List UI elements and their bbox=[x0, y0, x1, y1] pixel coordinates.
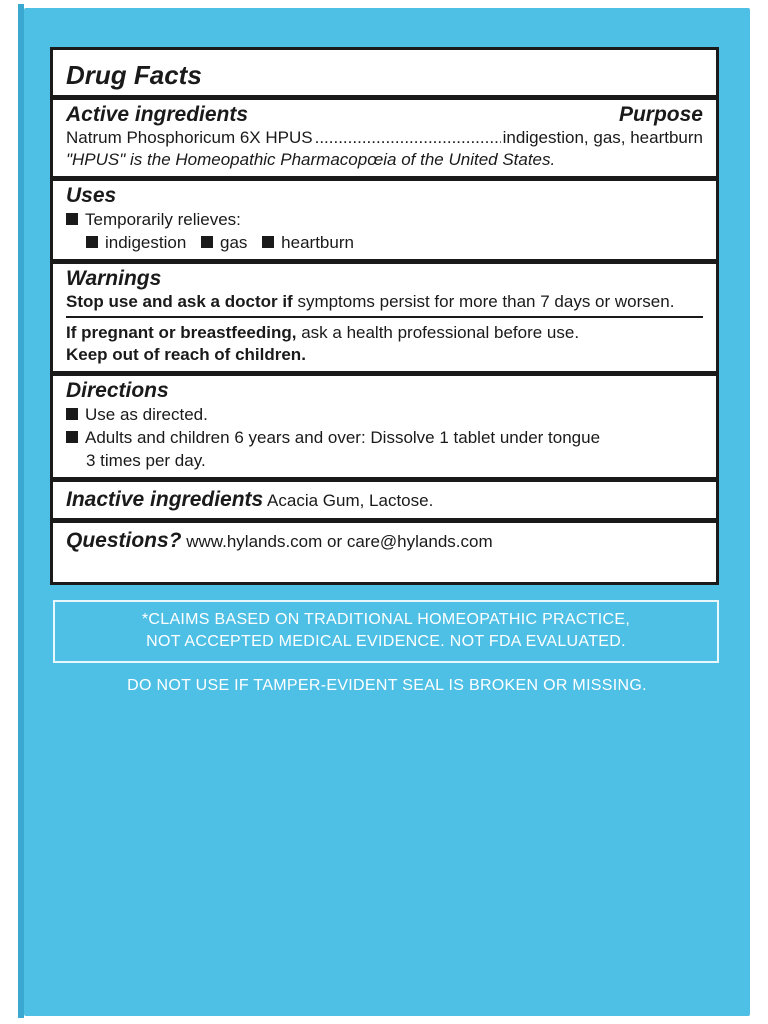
use-item-label: gas bbox=[220, 233, 248, 252]
uses-items bbox=[66, 231, 703, 254]
ingredient-row bbox=[66, 127, 703, 149]
bullet-square-icon bbox=[262, 236, 274, 248]
list-item bbox=[262, 233, 354, 252]
active-ingredients-section bbox=[53, 100, 716, 176]
leader-dots bbox=[315, 127, 501, 149]
warnings-continued bbox=[53, 318, 716, 371]
active-ingredients-header bbox=[66, 103, 703, 127]
use-item-label: heartburn bbox=[281, 233, 354, 252]
bullet-square-icon bbox=[66, 213, 78, 225]
inactive-section bbox=[53, 482, 716, 518]
drug-facts-panel bbox=[50, 47, 719, 585]
list-item bbox=[201, 233, 247, 252]
directions-heading: Directions bbox=[66, 379, 169, 402]
uses-heading: Uses bbox=[66, 184, 117, 207]
pregnant-text: ask a health professional before use. bbox=[296, 323, 580, 342]
direction-text: Use as directed. bbox=[85, 405, 208, 424]
bullet-square-icon bbox=[201, 236, 213, 248]
questions-text: www.hylands.com or care@hylands.com bbox=[181, 532, 493, 551]
drug-facts-title: Drug Facts bbox=[66, 60, 202, 90]
children-warning: Keep out of reach of children. bbox=[66, 345, 306, 364]
bullet-square-icon bbox=[66, 408, 78, 420]
claims-line-1: *CLAIMS BASED ON TRADITIONAL HOMEOPATHIC PRACTICE, bbox=[141, 611, 631, 628]
claims-disclaimer-box bbox=[53, 600, 719, 663]
stop-use-bold: Stop use and ask a doctor if bbox=[66, 292, 293, 311]
stop-use-line bbox=[66, 291, 703, 313]
uses-section bbox=[53, 181, 716, 259]
warnings-section bbox=[53, 264, 716, 316]
claims-line-2: NOT ACCEPTED MEDICAL EVIDENCE. NOT FDA EVALUATED. bbox=[146, 633, 626, 650]
bullet-square-icon bbox=[66, 431, 78, 443]
active-ingredients-heading: Active ingredients bbox=[66, 103, 249, 126]
ingredient-name: Natrum Phosphoricum 6X HPUS bbox=[66, 128, 313, 147]
questions-section bbox=[53, 523, 716, 557]
use-item-label: indigestion bbox=[105, 233, 187, 252]
ingredient-purpose: indigestion, gas, heartburn bbox=[502, 128, 703, 147]
uses-intro-line bbox=[66, 208, 703, 231]
direction-item bbox=[66, 403, 703, 426]
direction-item bbox=[66, 426, 703, 449]
inactive-heading: Inactive ingredients bbox=[66, 488, 264, 511]
purpose-heading: Purpose bbox=[618, 103, 703, 126]
stop-use-text: symptoms persist for more than 7 days or worsen. bbox=[292, 292, 675, 311]
pregnant-bold: If pregnant or breastfeeding, bbox=[66, 323, 297, 342]
list-item bbox=[86, 233, 186, 252]
direction-continuation: 3 times per day. bbox=[86, 451, 206, 470]
warnings-heading: Warnings bbox=[66, 267, 162, 290]
direction-text: Adults and children 6 years and over: Dissolve 1 tablet under tongue bbox=[85, 428, 601, 447]
directions-section bbox=[53, 376, 716, 477]
uses-intro: Temporarily relieves: bbox=[85, 210, 241, 229]
bullet-square-icon bbox=[86, 236, 98, 248]
pregnant-line bbox=[66, 322, 703, 344]
inactive-text: Acacia Gum, Lactose. bbox=[263, 491, 434, 510]
tamper-notice: DO NOT USE IF TAMPER-EVIDENT SEAL IS BROKEN OR MISSING. bbox=[127, 677, 647, 694]
hpus-note: "HPUS" is the Homeopathic Pharmacopœia of the United States. bbox=[66, 150, 556, 169]
questions-heading: Questions? bbox=[66, 529, 182, 552]
children-line bbox=[66, 344, 703, 366]
